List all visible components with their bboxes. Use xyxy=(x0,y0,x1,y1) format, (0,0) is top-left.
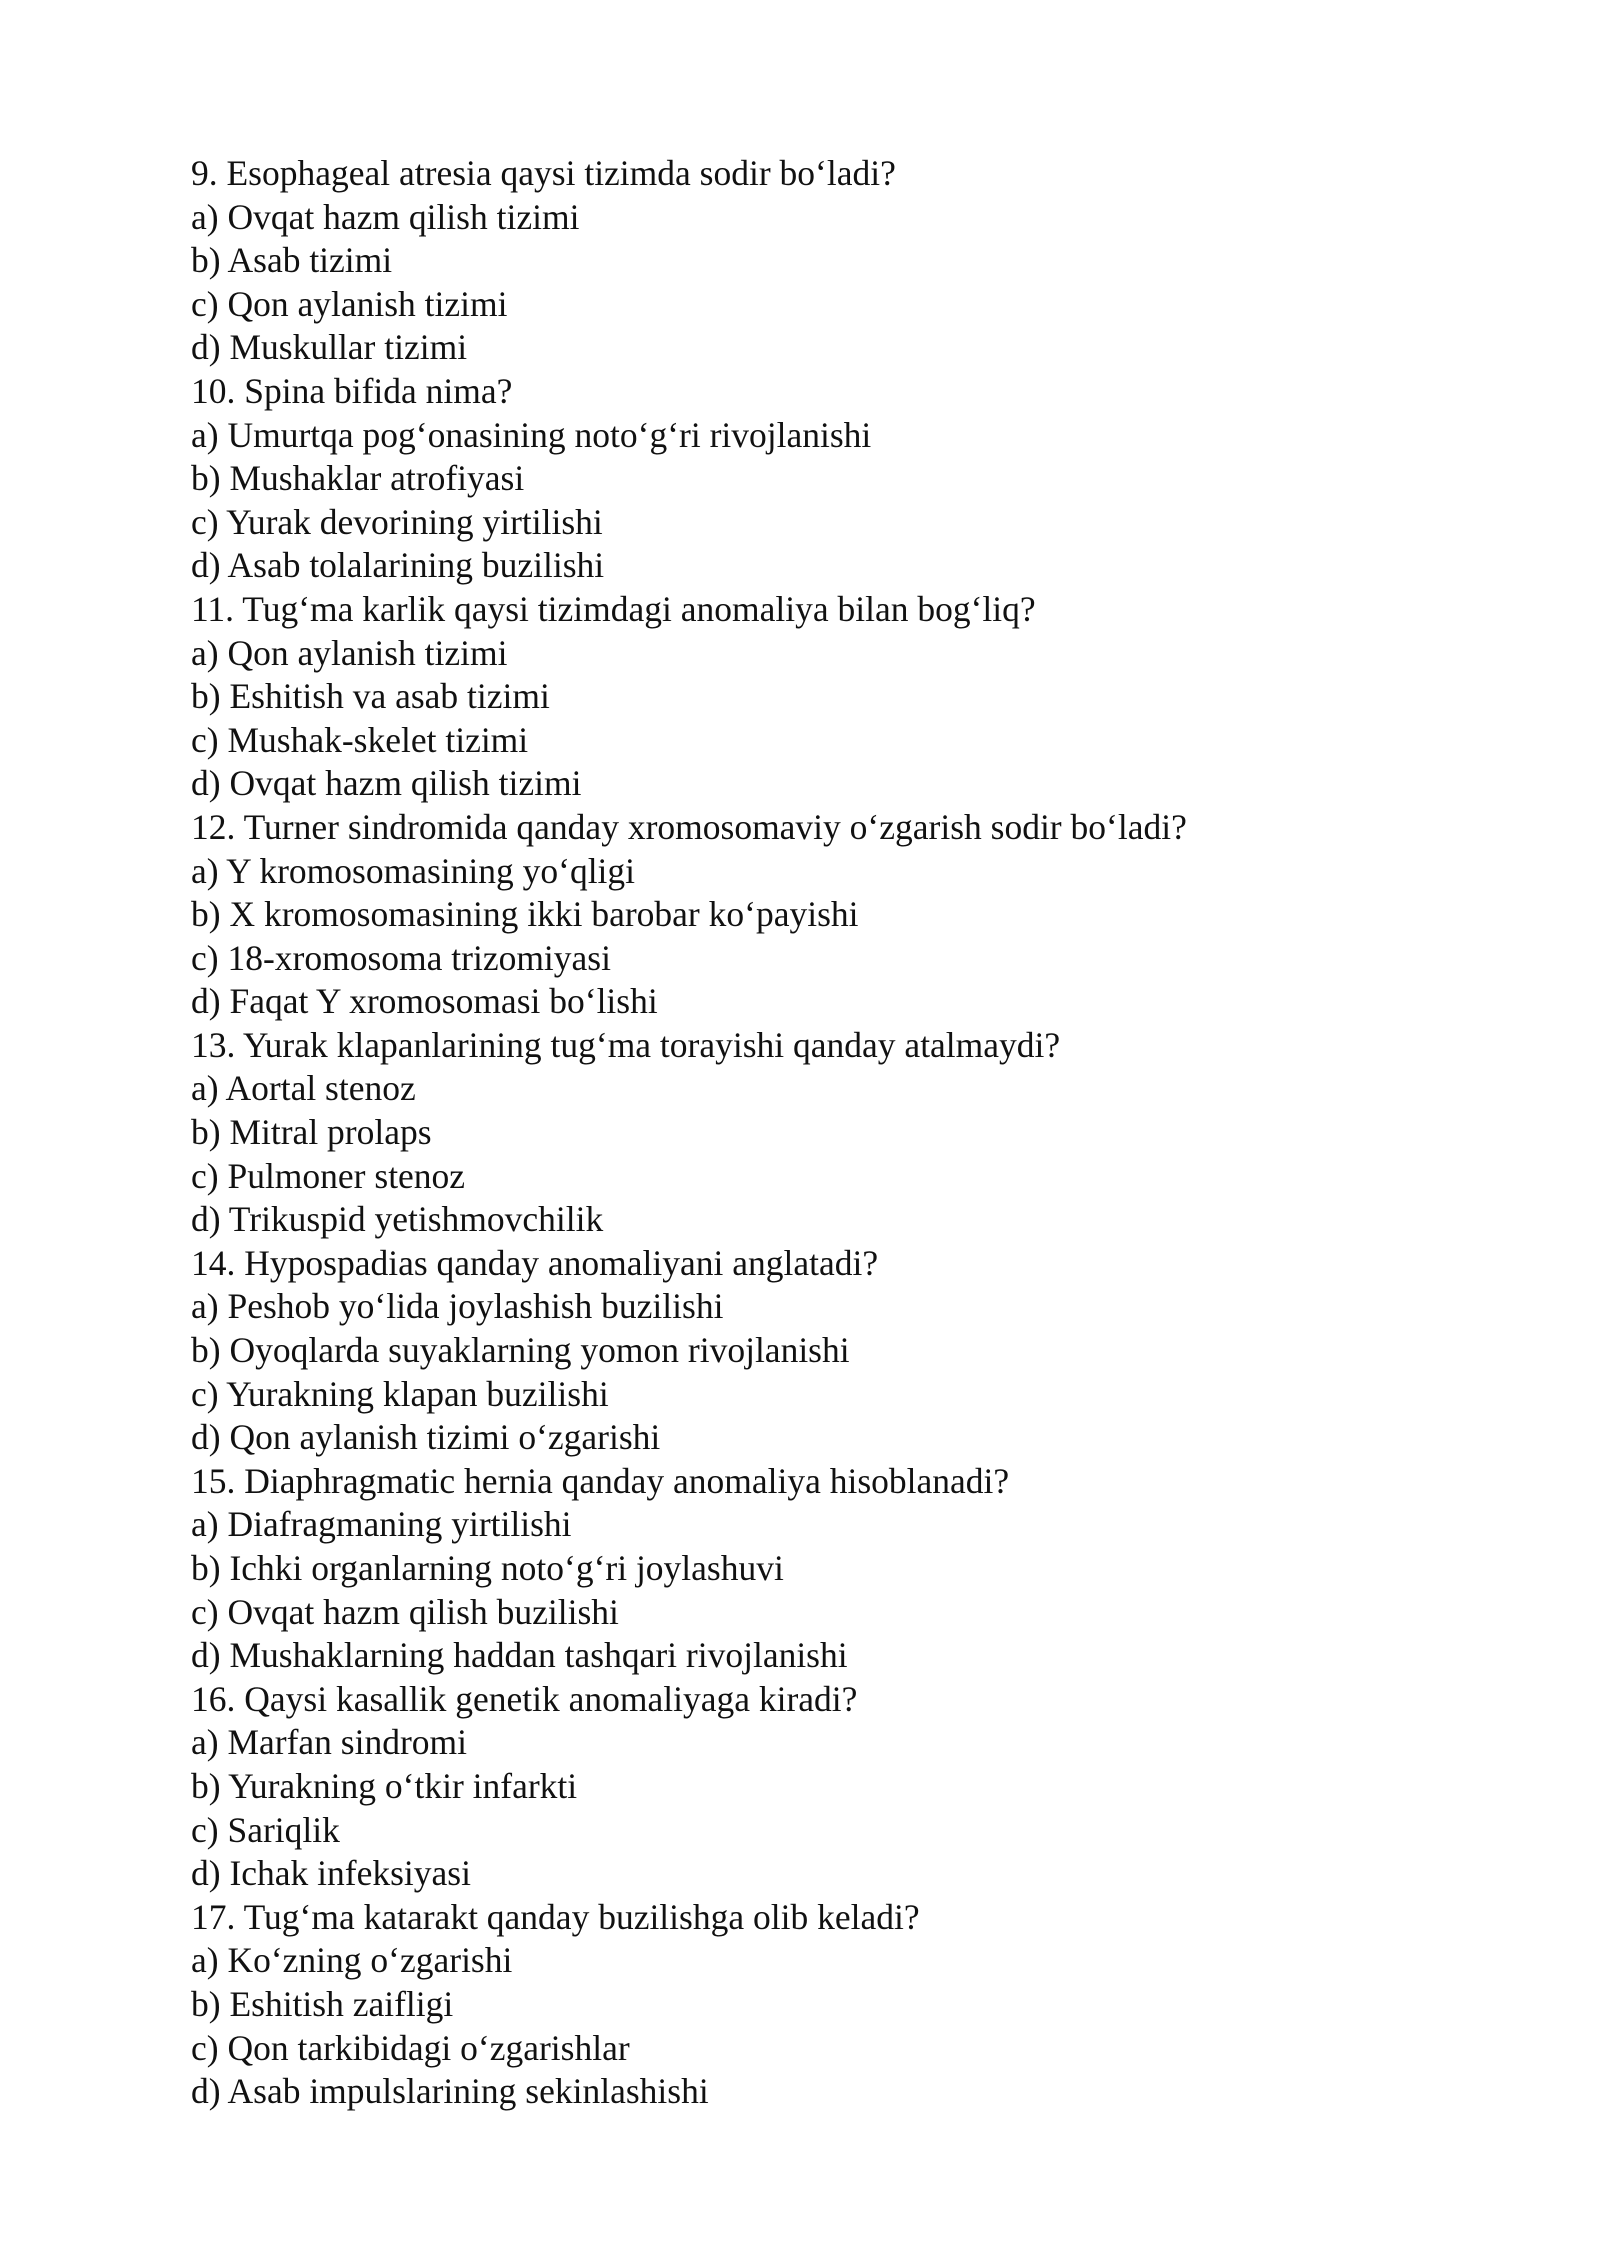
option-15b: b) Ichki organlarning noto‘g‘ri joylashuvi xyxy=(191,1548,784,1588)
option-12a: a) Y kromosomasining yo‘qligi xyxy=(191,850,636,891)
option-10c: c) Yurak devorining yirtilishi xyxy=(191,501,603,542)
option-15c: c) Ovqat hazm qilish buzilishi xyxy=(191,1591,619,1632)
option-12d: d) Faqat Y xromosomasi bo‘lishi xyxy=(191,981,658,1022)
option-9c: c) Qon aylanish tizimi xyxy=(191,283,508,324)
option-10b: b) Mushaklar atrofiyasi xyxy=(191,458,525,499)
option-13a: a) Aortal stenoz xyxy=(191,1068,416,1109)
option-11c: c) Mushak-skelet tizimi xyxy=(191,719,529,760)
option-15a: a) Diafragmaning yirtilishi xyxy=(191,1504,572,1545)
option-16c: c) Sariqlik xyxy=(191,1809,340,1850)
option-11b: b) Eshitish va asab tizimi xyxy=(191,676,550,717)
option-10d: d) Asab tolalarining buzilishi xyxy=(191,545,605,586)
option-9a: a) Ovqat hazm qilish tizimi xyxy=(191,196,580,237)
question-9: 9. Esophageal atresia qaysi tizimda sodir bo‘ladi? xyxy=(191,153,896,193)
option-14a: a) Peshob yo‘lida joylashish buzilishi xyxy=(191,1286,724,1327)
option-14d: d) Qon aylanish tizimi o‘zgarishi xyxy=(191,1417,661,1458)
option-9b: b) Asab tizimi xyxy=(191,240,393,281)
option-13c: c) Pulmoner stenoz xyxy=(191,1155,466,1196)
option-16d: d) Ichak infeksiyasi xyxy=(191,1853,471,1894)
option-16b: b) Yurakning o‘tkir infarkti xyxy=(191,1765,578,1806)
question-list xyxy=(191,152,1471,2114)
question-14: 14. Hypospadias qanday anomaliyani anglatadi? xyxy=(191,1242,879,1283)
question-13: 13. Yurak klapanlarining tug‘ma torayishi qanday atalmaydi? xyxy=(191,1024,1061,1065)
option-13b: b) Mitral prolaps xyxy=(191,1112,432,1153)
option-16a: a) Marfan sindromi xyxy=(191,1722,468,1763)
option-9d: d) Muskullar tizimi xyxy=(191,327,468,368)
option-13d: d) Trikuspid yetishmovchilik xyxy=(191,1199,604,1240)
option-17c: c) Qon tarkibidagi o‘zgarishlar xyxy=(191,2027,630,2068)
option-12b: b) X kromosomasining ikki barobar ko‘payishi xyxy=(191,894,859,935)
question-16: 16. Qaysi kasallik genetik anomaliyaga kiradi? xyxy=(191,1678,858,1719)
question-15: 15. Diaphragmatic hernia qanday anomaliya hisoblanadi? xyxy=(191,1460,1010,1501)
option-10a: a) Umurtqa pog‘onasining noto‘g‘ri rivojlanishi xyxy=(191,414,872,455)
question-10: 10. Spina bifida nima? xyxy=(191,370,513,411)
option-11a: a) Qon aylanish tizimi xyxy=(191,632,508,673)
question-12: 12. Turner sindromida qanday xromosomaviy o‘zgarish sodir bo‘ladi? xyxy=(191,806,1187,847)
option-17a: a) Ko‘zning o‘zgarishi xyxy=(191,1940,513,1981)
question-17: 17. Tug‘ma katarakt qanday buzilishga olib keladi? xyxy=(191,1896,920,1937)
option-14b: b) Oyoqlarda suyaklarning yomon rivojlanishi xyxy=(191,1330,850,1371)
option-14c: c) Yurakning klapan buzilishi xyxy=(191,1373,609,1414)
question-11: 11. Tug‘ma karlik qaysi tizimdagi anomaliya bilan bog‘liq? xyxy=(191,588,1036,629)
option-15d: d) Mushaklarning haddan tashqari rivojlanishi xyxy=(191,1635,848,1676)
option-17b: b) Eshitish zaifligi xyxy=(191,1983,454,2024)
option-17d: d) Asab impulslarining sekinlashishi xyxy=(191,2071,709,2112)
option-11d: d) Ovqat hazm qilish tizimi xyxy=(191,763,582,804)
option-12c: c) 18-xromosoma trizomiyasi xyxy=(191,937,611,978)
